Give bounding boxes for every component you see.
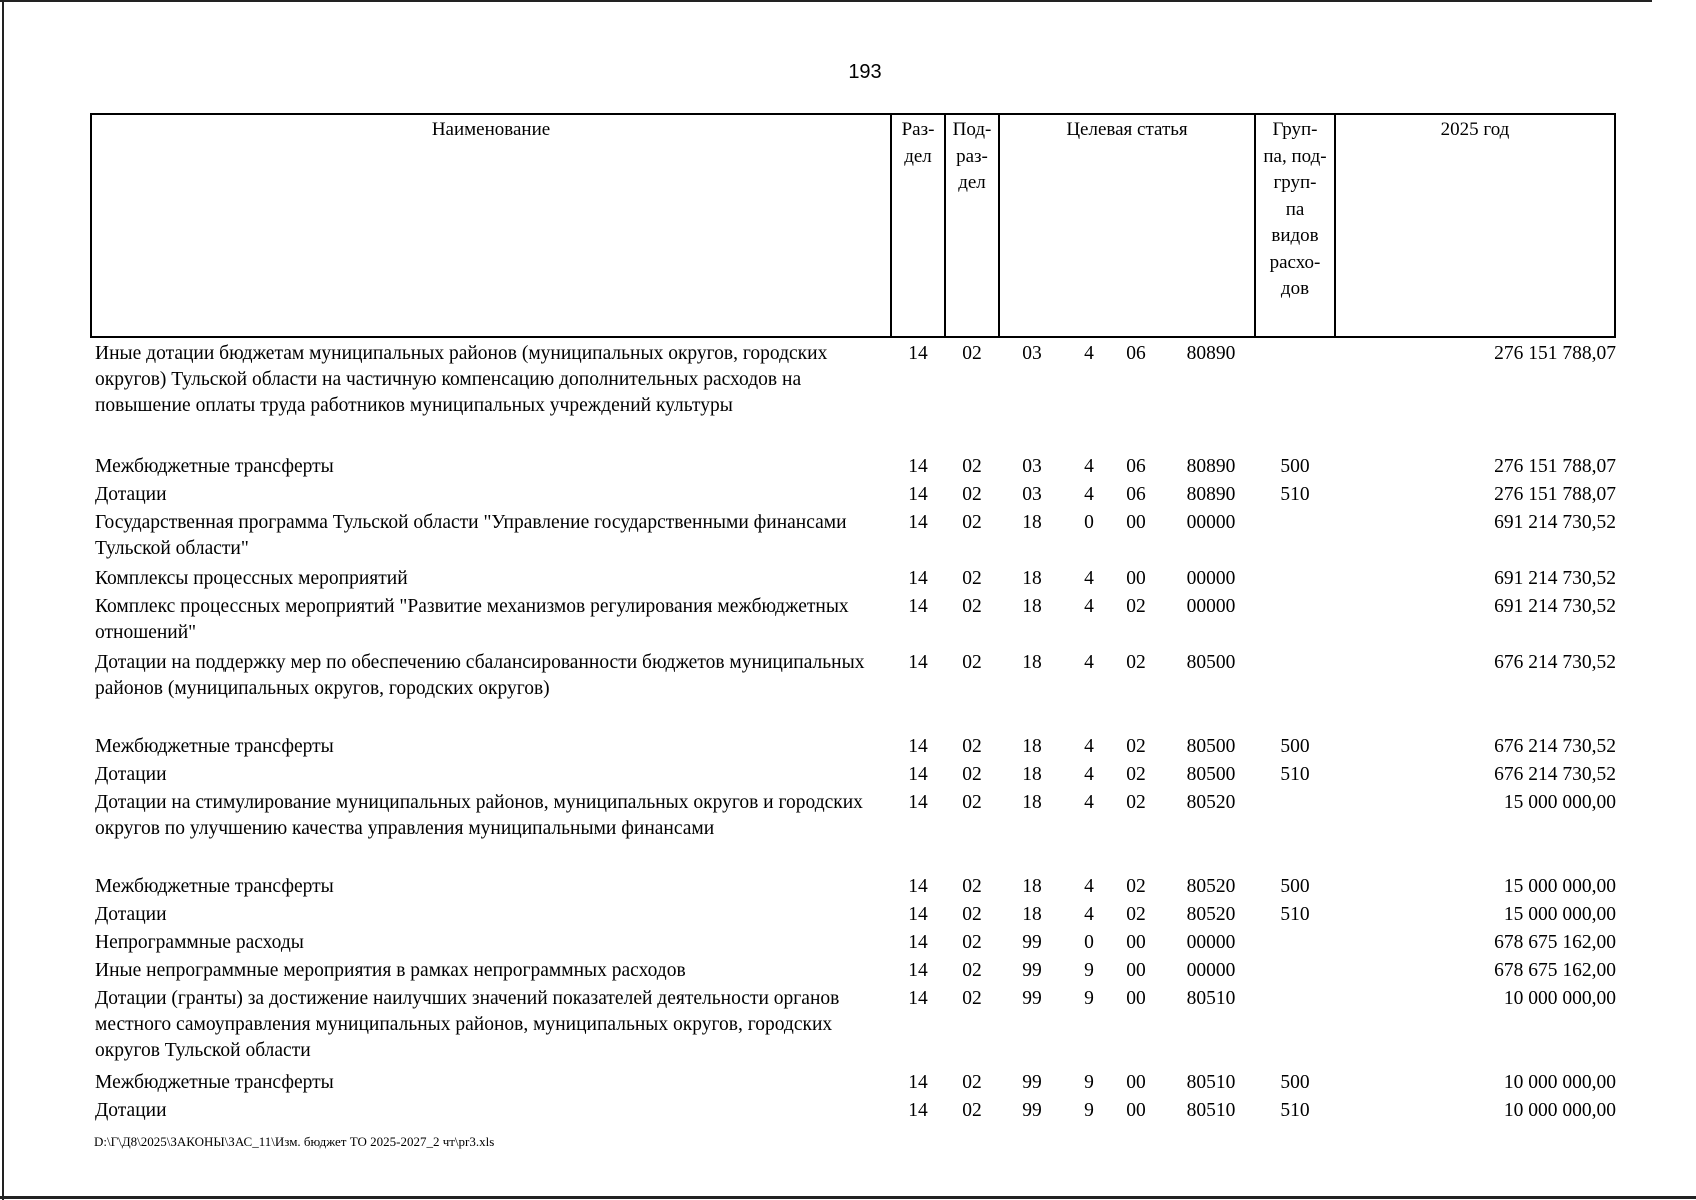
row-amount: 678 675 162,00 xyxy=(1494,932,1616,953)
row-name: Дотации (гранты) за достижение наилучших значений показателей деятельности органов местного самоуправления муниципальных районов, муниципальных округов, городских округов Тульской области xyxy=(95,988,840,1061)
row-name: Межбюджетные трансферты xyxy=(95,876,334,897)
row-amount: 691 214 730,52 xyxy=(1494,596,1616,617)
row-razdel: 14 xyxy=(908,792,928,813)
row-target-type: 4 xyxy=(1084,736,1094,757)
row-target-program: 18 xyxy=(1022,764,1042,785)
row-name: Межбюджетные трансферты xyxy=(95,1072,334,1093)
row-target-code: 80520 xyxy=(1186,876,1236,897)
row-target-program: 99 xyxy=(1022,932,1042,953)
row-target-program: 03 xyxy=(1022,343,1042,364)
row-target-subtype: 02 xyxy=(1126,904,1146,925)
row-podrazdel: 02 xyxy=(962,596,982,617)
row-razdel: 14 xyxy=(908,876,928,897)
row-target-code: 80510 xyxy=(1186,1100,1236,1121)
row-target-code: 80890 xyxy=(1186,484,1236,505)
row-name: Комплексы процессных мероприятий xyxy=(95,568,408,589)
row-name: Иные дотации бюджетам муниципальных районов (муниципальных округов, городских округов) Тульской области на частичную компенсацию дополнительных расходов на повышение оплаты труда работников муниципальных учреждений культуры xyxy=(95,343,828,416)
header-podrazdel: Под- раз- дел xyxy=(952,119,992,193)
row-target-type: 4 xyxy=(1084,456,1094,477)
row-target-type: 4 xyxy=(1084,652,1094,673)
header-divider xyxy=(998,113,1000,338)
header-expense-group: Груп- па, под- груп- па видов расхо- дов xyxy=(1263,119,1327,299)
row-name: Межбюджетные трансферты xyxy=(95,736,334,757)
page-frame-bottom xyxy=(0,1196,1696,1199)
row-target-type: 4 xyxy=(1084,876,1094,897)
header-name: Наименование xyxy=(431,119,551,140)
file-path-footer: D:\Г\Д8\2025\ЗАКОНЫ\ЗАС_11\Изм. бюджет ТО 2025-2027_2 чт\pr3.xls xyxy=(94,1134,495,1149)
row-expense-group: 500 xyxy=(1280,456,1310,477)
row-target-code: 80500 xyxy=(1186,652,1236,673)
header-target-article: Целевая статья xyxy=(1066,119,1188,140)
header-divider xyxy=(1334,113,1336,338)
row-razdel: 14 xyxy=(908,764,928,785)
row-target-subtype: 06 xyxy=(1126,456,1146,477)
row-name: Дотации на поддержку мер по обеспечению сбалансированности бюджетов муниципальных районов (муниципальных округов, городских округов) xyxy=(95,652,865,699)
row-amount: 10 000 000,00 xyxy=(1503,988,1616,1009)
row-target-subtype: 06 xyxy=(1126,484,1146,505)
row-target-code: 80500 xyxy=(1186,764,1236,785)
row-razdel: 14 xyxy=(908,568,928,589)
row-target-type: 9 xyxy=(1084,988,1094,1009)
row-name: Дотации xyxy=(95,484,167,505)
row-amount: 676 214 730,52 xyxy=(1494,652,1616,673)
row-target-type: 4 xyxy=(1084,764,1094,785)
row-target-code: 80520 xyxy=(1186,904,1236,925)
row-target-program: 18 xyxy=(1022,792,1042,813)
row-target-subtype: 06 xyxy=(1126,343,1146,364)
row-podrazdel: 02 xyxy=(962,652,982,673)
row-amount: 276 151 788,07 xyxy=(1494,484,1616,505)
row-expense-group: 510 xyxy=(1280,484,1310,505)
row-razdel: 14 xyxy=(908,512,928,533)
row-target-subtype: 02 xyxy=(1126,652,1146,673)
row-target-type: 4 xyxy=(1084,343,1094,364)
row-name: Дотации на стимулирование муниципальных районов, муниципальных округов и городских округов по улучшению качества управления муниципальными финансами xyxy=(95,792,863,839)
row-podrazdel: 02 xyxy=(962,343,982,364)
row-name: Дотации xyxy=(95,904,167,925)
row-target-code: 00000 xyxy=(1186,932,1236,953)
row-target-subtype: 02 xyxy=(1126,736,1146,757)
row-amount: 691 214 730,52 xyxy=(1494,512,1616,533)
row-razdel: 14 xyxy=(908,736,928,757)
row-podrazdel: 02 xyxy=(962,960,982,981)
row-expense-group: 510 xyxy=(1280,1100,1310,1121)
row-target-code: 00000 xyxy=(1186,512,1236,533)
row-target-subtype: 02 xyxy=(1126,792,1146,813)
row-target-program: 99 xyxy=(1022,988,1042,1009)
row-expense-group: 500 xyxy=(1280,876,1310,897)
row-target-program: 03 xyxy=(1022,484,1042,505)
row-target-code: 00000 xyxy=(1186,960,1236,981)
row-target-subtype: 00 xyxy=(1126,932,1146,953)
row-amount: 676 214 730,52 xyxy=(1494,764,1616,785)
row-expense-group: 510 xyxy=(1280,904,1310,925)
row-target-type: 0 xyxy=(1084,512,1094,533)
row-target-subtype: 02 xyxy=(1126,764,1146,785)
row-target-program: 18 xyxy=(1022,596,1042,617)
row-target-program: 99 xyxy=(1022,1072,1042,1093)
row-target-type: 4 xyxy=(1084,484,1094,505)
row-target-program: 18 xyxy=(1022,652,1042,673)
row-razdel: 14 xyxy=(908,932,928,953)
row-target-code: 80510 xyxy=(1186,1072,1236,1093)
row-razdel: 14 xyxy=(908,652,928,673)
row-amount: 10 000 000,00 xyxy=(1503,1100,1616,1121)
row-podrazdel: 02 xyxy=(962,904,982,925)
row-podrazdel: 02 xyxy=(962,764,982,785)
row-amount: 10 000 000,00 xyxy=(1503,1072,1616,1093)
row-target-program: 99 xyxy=(1022,960,1042,981)
row-name: Межбюджетные трансферты xyxy=(95,456,334,477)
row-target-code: 80890 xyxy=(1186,456,1236,477)
row-podrazdel: 02 xyxy=(962,792,982,813)
row-podrazdel: 02 xyxy=(962,568,982,589)
header-razdel: Раз- дел xyxy=(901,119,935,167)
row-target-subtype: 00 xyxy=(1126,1072,1146,1093)
row-name: Государственная программа Тульской области "Управление государственными финансами Тульской области" xyxy=(95,512,847,559)
row-amount: 15 000 000,00 xyxy=(1503,876,1616,897)
page-frame-left xyxy=(2,0,4,1200)
row-target-program: 18 xyxy=(1022,512,1042,533)
row-razdel: 14 xyxy=(908,596,928,617)
row-name: Дотации xyxy=(95,764,167,785)
row-target-program: 03 xyxy=(1022,456,1042,477)
page-number: 193 xyxy=(848,61,882,83)
row-target-program: 99 xyxy=(1022,1100,1042,1121)
row-razdel: 14 xyxy=(908,1072,928,1093)
row-razdel: 14 xyxy=(908,904,928,925)
row-target-subtype: 00 xyxy=(1126,1100,1146,1121)
table-header xyxy=(90,113,1616,338)
row-expense-group: 500 xyxy=(1280,736,1310,757)
row-razdel: 14 xyxy=(908,456,928,477)
row-razdel: 14 xyxy=(908,988,928,1009)
row-podrazdel: 02 xyxy=(962,736,982,757)
row-target-subtype: 00 xyxy=(1126,568,1146,589)
row-expense-group: 500 xyxy=(1280,1072,1310,1093)
row-podrazdel: 02 xyxy=(962,484,982,505)
row-expense-group: 510 xyxy=(1280,764,1310,785)
row-target-type: 4 xyxy=(1084,568,1094,589)
row-target-type: 9 xyxy=(1084,1100,1094,1121)
row-target-program: 18 xyxy=(1022,876,1042,897)
row-target-code: 00000 xyxy=(1186,596,1236,617)
row-name: Комплекс процессных мероприятий "Развитие механизмов регулирования межбюджетных отношений" xyxy=(95,596,849,643)
row-amount: 678 675 162,00 xyxy=(1494,960,1616,981)
row-podrazdel: 02 xyxy=(962,876,982,897)
row-target-code: 80520 xyxy=(1186,792,1236,813)
row-razdel: 14 xyxy=(908,1100,928,1121)
row-target-type: 9 xyxy=(1084,960,1094,981)
row-podrazdel: 02 xyxy=(962,1072,982,1093)
row-target-code: 00000 xyxy=(1186,568,1236,589)
row-target-type: 0 xyxy=(1084,932,1094,953)
header-year-2025: 2025 год xyxy=(1440,119,1510,140)
row-razdel: 14 xyxy=(908,343,928,364)
row-target-subtype: 00 xyxy=(1126,988,1146,1009)
row-target-program: 18 xyxy=(1022,568,1042,589)
row-target-subtype: 00 xyxy=(1126,960,1146,981)
row-target-subtype: 02 xyxy=(1126,596,1146,617)
row-razdel: 14 xyxy=(908,960,928,981)
row-amount: 15 000 000,00 xyxy=(1503,792,1616,813)
row-podrazdel: 02 xyxy=(962,932,982,953)
row-target-code: 80890 xyxy=(1186,343,1236,364)
row-target-type: 4 xyxy=(1084,596,1094,617)
row-podrazdel: 02 xyxy=(962,512,982,533)
row-amount: 676 214 730,52 xyxy=(1494,736,1616,757)
row-razdel: 14 xyxy=(908,484,928,505)
row-amount: 691 214 730,52 xyxy=(1494,568,1616,589)
row-target-program: 18 xyxy=(1022,904,1042,925)
row-target-program: 18 xyxy=(1022,736,1042,757)
row-target-type: 4 xyxy=(1084,792,1094,813)
row-name: Дотации xyxy=(95,1100,167,1121)
row-target-subtype: 00 xyxy=(1126,512,1146,533)
row-target-type: 4 xyxy=(1084,904,1094,925)
row-amount: 15 000 000,00 xyxy=(1503,904,1616,925)
row-podrazdel: 02 xyxy=(962,456,982,477)
row-target-type: 9 xyxy=(1084,1072,1094,1093)
page-frame-top xyxy=(0,0,1652,2)
row-name: Иные непрограммные мероприятия в рамках непрограммных расходов xyxy=(95,960,686,981)
row-amount: 276 151 788,07 xyxy=(1494,456,1616,477)
row-podrazdel: 02 xyxy=(962,988,982,1009)
row-target-code: 80510 xyxy=(1186,988,1236,1009)
row-target-code: 80500 xyxy=(1186,736,1236,757)
row-target-subtype: 02 xyxy=(1126,876,1146,897)
row-podrazdel: 02 xyxy=(962,1100,982,1121)
row-amount: 276 151 788,07 xyxy=(1494,343,1616,364)
row-name: Непрограммные расходы xyxy=(95,932,304,953)
